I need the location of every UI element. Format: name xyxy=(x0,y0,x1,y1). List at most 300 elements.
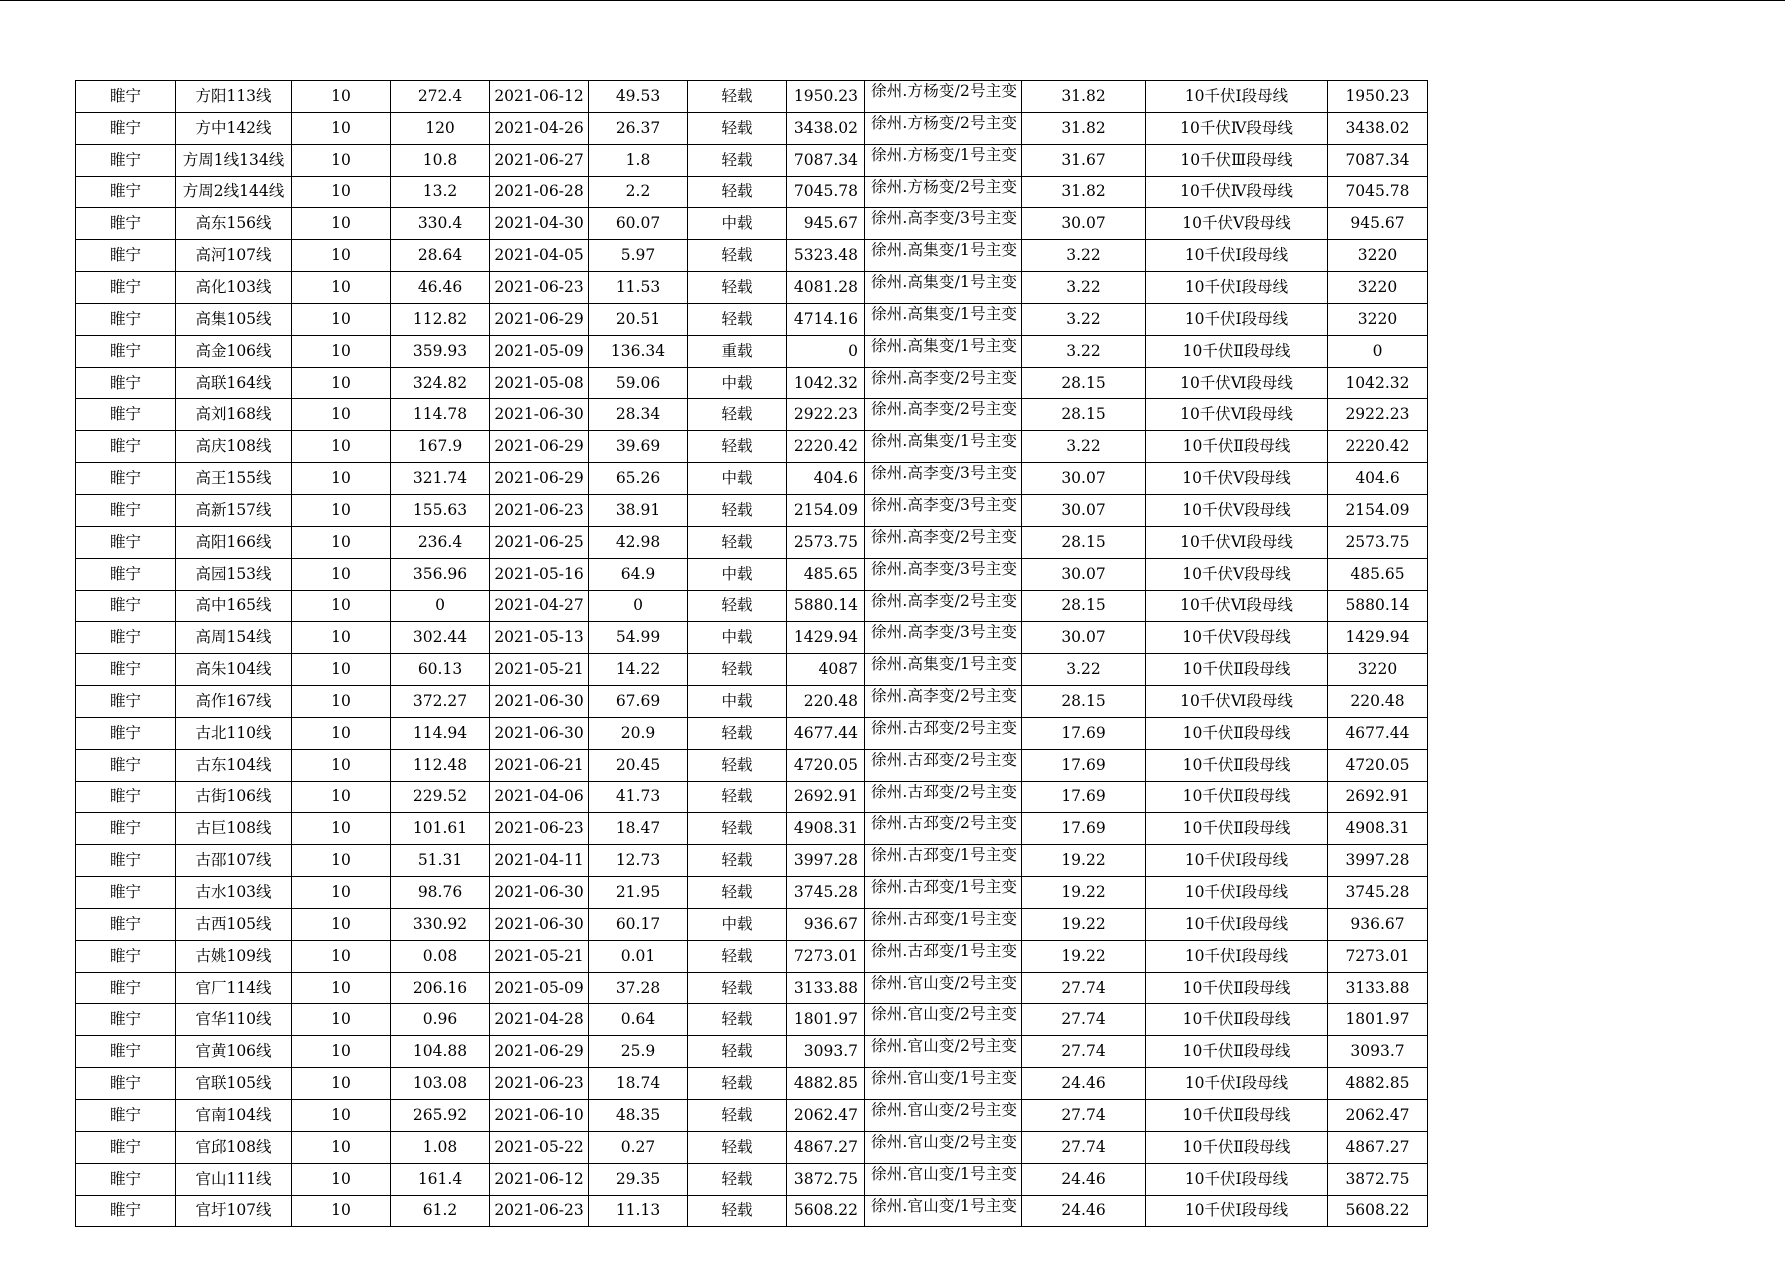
date-cell: 2021-06-30 xyxy=(490,908,589,940)
county-cell: 睢宁 xyxy=(76,272,176,304)
current-cell: 28.64 xyxy=(391,240,490,272)
transformer-rate-cell: 3.22 xyxy=(1022,431,1146,463)
available-cell: 7087.34 xyxy=(1328,144,1428,176)
top-border-line xyxy=(0,0,1785,1)
busbar-cell: 10千伏Ⅳ段母线 xyxy=(1146,176,1328,208)
table-row xyxy=(76,176,1428,208)
load-status-cell: 轻载 xyxy=(688,781,787,813)
table-row xyxy=(76,1195,1428,1227)
line-name-cell: 方中142线 xyxy=(176,112,292,144)
substation-cell: 徐州.官山变/1号主变 xyxy=(865,1068,1022,1100)
line-name-cell: 官邱108线 xyxy=(176,1131,292,1163)
substation-cell: 徐州.官山变/1号主变 xyxy=(865,1163,1022,1195)
available-cell: 4720.05 xyxy=(1328,749,1428,781)
busbar-cell: 10千伏Ⅲ段母线 xyxy=(1146,144,1328,176)
busbar-cell: 10千伏Ⅵ段母线 xyxy=(1146,367,1328,399)
table-row xyxy=(76,240,1428,272)
capacity-cell: 2922.23 xyxy=(787,399,865,431)
county-cell: 睢宁 xyxy=(76,399,176,431)
capacity-cell: 1950.23 xyxy=(787,81,865,113)
substation-cell: 徐州.高集变/1号主变 xyxy=(865,654,1022,686)
substation-cell: 徐州.高集变/1号主变 xyxy=(865,303,1022,335)
date-cell: 2021-05-21 xyxy=(490,654,589,686)
line-name-cell: 古邵107线 xyxy=(176,845,292,877)
current-cell: 359.93 xyxy=(391,335,490,367)
table-body xyxy=(76,81,1428,1227)
county-cell: 睢宁 xyxy=(76,813,176,845)
date-cell: 2021-05-08 xyxy=(490,367,589,399)
load-rate-cell: 136.34 xyxy=(589,335,688,367)
line-name-cell: 高王155线 xyxy=(176,463,292,495)
table-row xyxy=(76,781,1428,813)
county-cell: 睢宁 xyxy=(76,1036,176,1068)
busbar-cell: 10千伏Ⅱ段母线 xyxy=(1146,749,1328,781)
substation-cell: 徐州.官山变/2号主变 xyxy=(865,1131,1022,1163)
voltage-cell: 10 xyxy=(292,717,391,749)
voltage-cell: 10 xyxy=(292,654,391,686)
load-status-cell: 轻载 xyxy=(688,81,787,113)
current-cell: 236.4 xyxy=(391,526,490,558)
table-row xyxy=(76,272,1428,304)
table-row xyxy=(76,1036,1428,1068)
county-cell: 睢宁 xyxy=(76,1068,176,1100)
load-rate-cell: 59.06 xyxy=(589,367,688,399)
county-cell: 睢宁 xyxy=(76,558,176,590)
substation-cell: 徐州.官山变/2号主变 xyxy=(865,1100,1022,1132)
voltage-cell: 10 xyxy=(292,463,391,495)
substation-cell: 徐州.官山变/1号主变 xyxy=(865,1195,1022,1227)
transformer-rate-cell: 24.46 xyxy=(1022,1195,1146,1227)
available-cell: 1042.32 xyxy=(1328,367,1428,399)
available-cell: 3220 xyxy=(1328,303,1428,335)
transformer-rate-cell: 31.67 xyxy=(1022,144,1146,176)
voltage-cell: 10 xyxy=(292,431,391,463)
substation-cell: 徐州.高集变/1号主变 xyxy=(865,272,1022,304)
date-cell: 2021-06-12 xyxy=(490,1163,589,1195)
voltage-cell: 10 xyxy=(292,144,391,176)
date-cell: 2021-04-11 xyxy=(490,845,589,877)
transformer-rate-cell: 31.82 xyxy=(1022,112,1146,144)
load-status-cell: 中载 xyxy=(688,367,787,399)
transformer-rate-cell: 30.07 xyxy=(1022,208,1146,240)
load-status-cell: 轻载 xyxy=(688,590,787,622)
transformer-rate-cell: 17.69 xyxy=(1022,717,1146,749)
table-row xyxy=(76,208,1428,240)
substation-cell: 徐州.高李变/2号主变 xyxy=(865,590,1022,622)
table-row xyxy=(76,558,1428,590)
capacity-cell: 1429.94 xyxy=(787,622,865,654)
county-cell: 睢宁 xyxy=(76,654,176,686)
transformer-rate-cell: 28.15 xyxy=(1022,399,1146,431)
county-cell: 睢宁 xyxy=(76,877,176,909)
county-cell: 睢宁 xyxy=(76,431,176,463)
load-status-cell: 重载 xyxy=(688,335,787,367)
busbar-cell: 10千伏Ⅴ段母线 xyxy=(1146,208,1328,240)
table-row xyxy=(76,877,1428,909)
available-cell: 3997.28 xyxy=(1328,845,1428,877)
load-rate-cell: 48.35 xyxy=(589,1100,688,1132)
voltage-cell: 10 xyxy=(292,335,391,367)
available-cell: 4867.27 xyxy=(1328,1131,1428,1163)
load-status-cell: 轻载 xyxy=(688,526,787,558)
busbar-cell: 10千伏Ⅴ段母线 xyxy=(1146,622,1328,654)
current-cell: 302.44 xyxy=(391,622,490,654)
load-rate-cell: 41.73 xyxy=(589,781,688,813)
substation-cell: 徐州.方杨变/1号主变 xyxy=(865,144,1022,176)
voltage-cell: 10 xyxy=(292,813,391,845)
date-cell: 2021-06-30 xyxy=(490,399,589,431)
transformer-rate-cell: 28.15 xyxy=(1022,590,1146,622)
available-cell: 1429.94 xyxy=(1328,622,1428,654)
current-cell: 112.82 xyxy=(391,303,490,335)
substation-cell: 徐州.方杨变/2号主变 xyxy=(865,112,1022,144)
transformer-rate-cell: 28.15 xyxy=(1022,367,1146,399)
line-name-cell: 高金106线 xyxy=(176,335,292,367)
busbar-cell: 10千伏Ⅵ段母线 xyxy=(1146,590,1328,622)
load-rate-cell: 38.91 xyxy=(589,494,688,526)
load-rate-cell: 42.98 xyxy=(589,526,688,558)
county-cell: 睢宁 xyxy=(76,526,176,558)
table-row xyxy=(76,463,1428,495)
load-rate-cell: 1.8 xyxy=(589,144,688,176)
load-status-cell: 轻载 xyxy=(688,176,787,208)
load-rate-cell: 11.53 xyxy=(589,272,688,304)
load-rate-cell: 25.9 xyxy=(589,1036,688,1068)
voltage-cell: 10 xyxy=(292,972,391,1004)
transformer-rate-cell: 27.74 xyxy=(1022,1100,1146,1132)
county-cell: 睢宁 xyxy=(76,781,176,813)
load-rate-cell: 20.51 xyxy=(589,303,688,335)
load-status-cell: 轻载 xyxy=(688,1195,787,1227)
current-cell: 167.9 xyxy=(391,431,490,463)
transformer-rate-cell: 30.07 xyxy=(1022,622,1146,654)
current-cell: 0.08 xyxy=(391,940,490,972)
table-row xyxy=(76,845,1428,877)
load-rate-cell: 0 xyxy=(589,590,688,622)
line-name-cell: 高新157线 xyxy=(176,494,292,526)
capacity-cell: 485.65 xyxy=(787,558,865,590)
date-cell: 2021-06-30 xyxy=(490,686,589,718)
county-cell: 睢宁 xyxy=(76,749,176,781)
date-cell: 2021-05-09 xyxy=(490,335,589,367)
feeder-load-table xyxy=(75,80,1428,1227)
voltage-cell: 10 xyxy=(292,399,391,431)
busbar-cell: 10千伏Ⅰ段母线 xyxy=(1146,1068,1328,1100)
transformer-rate-cell: 31.82 xyxy=(1022,81,1146,113)
substation-cell: 徐州.高李变/2号主变 xyxy=(865,399,1022,431)
capacity-cell: 7087.34 xyxy=(787,144,865,176)
transformer-rate-cell: 17.69 xyxy=(1022,749,1146,781)
line-name-cell: 官黄106线 xyxy=(176,1036,292,1068)
capacity-cell: 4908.31 xyxy=(787,813,865,845)
capacity-cell: 404.6 xyxy=(787,463,865,495)
busbar-cell: 10千伏Ⅱ段母线 xyxy=(1146,813,1328,845)
capacity-cell: 2062.47 xyxy=(787,1100,865,1132)
substation-cell: 徐州.古邳变/2号主变 xyxy=(865,813,1022,845)
current-cell: 330.92 xyxy=(391,908,490,940)
county-cell: 睢宁 xyxy=(76,494,176,526)
current-cell: 229.52 xyxy=(391,781,490,813)
table-row xyxy=(76,335,1428,367)
table-row xyxy=(76,717,1428,749)
table-row xyxy=(76,908,1428,940)
table-row xyxy=(76,367,1428,399)
current-cell: 60.13 xyxy=(391,654,490,686)
substation-cell: 徐州.官山变/2号主变 xyxy=(865,972,1022,1004)
busbar-cell: 10千伏Ⅱ段母线 xyxy=(1146,717,1328,749)
capacity-cell: 2692.91 xyxy=(787,781,865,813)
county-cell: 睢宁 xyxy=(76,208,176,240)
load-status-cell: 轻载 xyxy=(688,972,787,1004)
available-cell: 485.65 xyxy=(1328,558,1428,590)
substation-cell: 徐州.方杨变/2号主变 xyxy=(865,81,1022,113)
transformer-rate-cell: 31.82 xyxy=(1022,176,1146,208)
load-rate-cell: 21.95 xyxy=(589,877,688,909)
substation-cell: 徐州.高李变/3号主变 xyxy=(865,622,1022,654)
available-cell: 945.67 xyxy=(1328,208,1428,240)
county-cell: 睢宁 xyxy=(76,845,176,877)
load-status-cell: 轻载 xyxy=(688,1163,787,1195)
transformer-rate-cell: 30.07 xyxy=(1022,558,1146,590)
table-row xyxy=(76,1163,1428,1195)
busbar-cell: 10千伏Ⅰ段母线 xyxy=(1146,240,1328,272)
date-cell: 2021-06-29 xyxy=(490,1036,589,1068)
voltage-cell: 10 xyxy=(292,1195,391,1227)
transformer-rate-cell: 30.07 xyxy=(1022,494,1146,526)
load-status-cell: 轻载 xyxy=(688,877,787,909)
line-name-cell: 高园153线 xyxy=(176,558,292,590)
available-cell: 4677.44 xyxy=(1328,717,1428,749)
transformer-rate-cell: 28.15 xyxy=(1022,686,1146,718)
table-row xyxy=(76,940,1428,972)
table-row xyxy=(76,399,1428,431)
substation-cell: 徐州.高集变/1号主变 xyxy=(865,240,1022,272)
capacity-cell: 2573.75 xyxy=(787,526,865,558)
capacity-cell: 7045.78 xyxy=(787,176,865,208)
table-row xyxy=(76,112,1428,144)
table-row xyxy=(76,303,1428,335)
capacity-cell: 945.67 xyxy=(787,208,865,240)
transformer-rate-cell: 19.22 xyxy=(1022,940,1146,972)
voltage-cell: 10 xyxy=(292,526,391,558)
line-name-cell: 官厂114线 xyxy=(176,972,292,1004)
busbar-cell: 10千伏Ⅴ段母线 xyxy=(1146,463,1328,495)
transformer-rate-cell: 24.46 xyxy=(1022,1068,1146,1100)
county-cell: 睢宁 xyxy=(76,686,176,718)
transformer-rate-cell: 3.22 xyxy=(1022,272,1146,304)
table-row xyxy=(76,749,1428,781)
substation-cell: 徐州.古邳变/1号主变 xyxy=(865,940,1022,972)
line-name-cell: 高集105线 xyxy=(176,303,292,335)
current-cell: 324.82 xyxy=(391,367,490,399)
substation-cell: 徐州.古邳变/1号主变 xyxy=(865,877,1022,909)
date-cell: 2021-06-30 xyxy=(490,877,589,909)
available-cell: 1950.23 xyxy=(1328,81,1428,113)
transformer-rate-cell: 3.22 xyxy=(1022,240,1146,272)
line-name-cell: 古姚109线 xyxy=(176,940,292,972)
load-status-cell: 中载 xyxy=(688,622,787,654)
date-cell: 2021-05-21 xyxy=(490,940,589,972)
capacity-cell: 5880.14 xyxy=(787,590,865,622)
line-name-cell: 古巨108线 xyxy=(176,813,292,845)
line-name-cell: 官联105线 xyxy=(176,1068,292,1100)
capacity-cell: 4882.85 xyxy=(787,1068,865,1100)
load-status-cell: 中载 xyxy=(688,208,787,240)
date-cell: 2021-04-26 xyxy=(490,112,589,144)
load-status-cell: 中载 xyxy=(688,463,787,495)
county-cell: 睢宁 xyxy=(76,463,176,495)
capacity-cell: 3438.02 xyxy=(787,112,865,144)
capacity-cell: 0 xyxy=(787,335,865,367)
voltage-cell: 10 xyxy=(292,781,391,813)
date-cell: 2021-06-29 xyxy=(490,303,589,335)
available-cell: 5880.14 xyxy=(1328,590,1428,622)
current-cell: 46.46 xyxy=(391,272,490,304)
date-cell: 2021-06-23 xyxy=(490,813,589,845)
load-status-cell: 轻载 xyxy=(688,112,787,144)
substation-cell: 徐州.高李变/3号主变 xyxy=(865,558,1022,590)
load-rate-cell: 29.35 xyxy=(589,1163,688,1195)
busbar-cell: 10千伏Ⅰ段母线 xyxy=(1146,272,1328,304)
load-rate-cell: 60.17 xyxy=(589,908,688,940)
capacity-cell: 4087 xyxy=(787,654,865,686)
current-cell: 114.94 xyxy=(391,717,490,749)
substation-cell: 徐州.古邳变/2号主变 xyxy=(865,749,1022,781)
load-rate-cell: 0.01 xyxy=(589,940,688,972)
load-rate-cell: 49.53 xyxy=(589,81,688,113)
current-cell: 114.78 xyxy=(391,399,490,431)
date-cell: 2021-06-21 xyxy=(490,749,589,781)
current-cell: 330.4 xyxy=(391,208,490,240)
voltage-cell: 10 xyxy=(292,208,391,240)
county-cell: 睢宁 xyxy=(76,1195,176,1227)
date-cell: 2021-06-10 xyxy=(490,1100,589,1132)
busbar-cell: 10千伏Ⅱ段母线 xyxy=(1146,431,1328,463)
line-name-cell: 高刘168线 xyxy=(176,399,292,431)
busbar-cell: 10千伏Ⅱ段母线 xyxy=(1146,654,1328,686)
current-cell: 13.2 xyxy=(391,176,490,208)
available-cell: 7273.01 xyxy=(1328,940,1428,972)
available-cell: 3872.75 xyxy=(1328,1163,1428,1195)
county-cell: 睢宁 xyxy=(76,908,176,940)
load-status-cell: 轻载 xyxy=(688,399,787,431)
table-row xyxy=(76,654,1428,686)
substation-cell: 徐州.高李变/2号主变 xyxy=(865,686,1022,718)
voltage-cell: 10 xyxy=(292,1100,391,1132)
date-cell: 2021-05-22 xyxy=(490,1131,589,1163)
voltage-cell: 10 xyxy=(292,749,391,781)
table-row xyxy=(76,1068,1428,1100)
current-cell: 104.88 xyxy=(391,1036,490,1068)
substation-cell: 徐州.古邳变/2号主变 xyxy=(865,781,1022,813)
load-status-cell: 轻载 xyxy=(688,1068,787,1100)
transformer-rate-cell: 27.74 xyxy=(1022,1036,1146,1068)
capacity-cell: 2154.09 xyxy=(787,494,865,526)
available-cell: 3093.7 xyxy=(1328,1036,1428,1068)
transformer-rate-cell: 30.07 xyxy=(1022,463,1146,495)
date-cell: 2021-04-05 xyxy=(490,240,589,272)
voltage-cell: 10 xyxy=(292,558,391,590)
load-rate-cell: 20.45 xyxy=(589,749,688,781)
line-name-cell: 高中165线 xyxy=(176,590,292,622)
current-cell: 206.16 xyxy=(391,972,490,1004)
capacity-cell: 4720.05 xyxy=(787,749,865,781)
voltage-cell: 10 xyxy=(292,303,391,335)
available-cell: 4882.85 xyxy=(1328,1068,1428,1100)
current-cell: 356.96 xyxy=(391,558,490,590)
county-cell: 睢宁 xyxy=(76,1131,176,1163)
load-rate-cell: 2.2 xyxy=(589,176,688,208)
available-cell: 1801.97 xyxy=(1328,1004,1428,1036)
current-cell: 155.63 xyxy=(391,494,490,526)
load-rate-cell: 18.74 xyxy=(589,1068,688,1100)
capacity-cell: 4867.27 xyxy=(787,1131,865,1163)
current-cell: 161.4 xyxy=(391,1163,490,1195)
substation-cell: 徐州.高李变/3号主变 xyxy=(865,463,1022,495)
transformer-rate-cell: 3.22 xyxy=(1022,303,1146,335)
busbar-cell: 10千伏Ⅱ段母线 xyxy=(1146,1036,1328,1068)
voltage-cell: 10 xyxy=(292,877,391,909)
table-row xyxy=(76,144,1428,176)
load-rate-cell: 11.13 xyxy=(589,1195,688,1227)
voltage-cell: 10 xyxy=(292,112,391,144)
current-cell: 103.08 xyxy=(391,1068,490,1100)
load-status-cell: 轻载 xyxy=(688,240,787,272)
date-cell: 2021-06-27 xyxy=(490,144,589,176)
voltage-cell: 10 xyxy=(292,367,391,399)
load-status-cell: 轻载 xyxy=(688,749,787,781)
busbar-cell: 10千伏Ⅵ段母线 xyxy=(1146,399,1328,431)
date-cell: 2021-06-29 xyxy=(490,463,589,495)
load-rate-cell: 0.27 xyxy=(589,1131,688,1163)
load-status-cell: 轻载 xyxy=(688,1100,787,1132)
date-cell: 2021-04-28 xyxy=(490,1004,589,1036)
table-row xyxy=(76,81,1428,113)
date-cell: 2021-06-23 xyxy=(490,494,589,526)
current-cell: 101.61 xyxy=(391,813,490,845)
line-name-cell: 高作167线 xyxy=(176,686,292,718)
voltage-cell: 10 xyxy=(292,940,391,972)
current-cell: 61.2 xyxy=(391,1195,490,1227)
load-rate-cell: 65.26 xyxy=(589,463,688,495)
county-cell: 睢宁 xyxy=(76,144,176,176)
substation-cell: 徐州.古邳变/1号主变 xyxy=(865,845,1022,877)
current-cell: 265.92 xyxy=(391,1100,490,1132)
substation-cell: 徐州.官山变/2号主变 xyxy=(865,1004,1022,1036)
date-cell: 2021-06-23 xyxy=(490,1195,589,1227)
line-name-cell: 古西105线 xyxy=(176,908,292,940)
line-name-cell: 古街106线 xyxy=(176,781,292,813)
substation-cell: 徐州.高李变/3号主变 xyxy=(865,494,1022,526)
table-row xyxy=(76,972,1428,1004)
substation-cell: 徐州.古邳变/1号主变 xyxy=(865,908,1022,940)
capacity-cell: 4677.44 xyxy=(787,717,865,749)
current-cell: 1.08 xyxy=(391,1131,490,1163)
load-status-cell: 轻载 xyxy=(688,1131,787,1163)
available-cell: 3745.28 xyxy=(1328,877,1428,909)
table-row xyxy=(76,686,1428,718)
transformer-rate-cell: 3.22 xyxy=(1022,335,1146,367)
current-cell: 321.74 xyxy=(391,463,490,495)
busbar-cell: 10千伏Ⅰ段母线 xyxy=(1146,877,1328,909)
date-cell: 2021-04-30 xyxy=(490,208,589,240)
date-cell: 2021-06-29 xyxy=(490,431,589,463)
available-cell: 3220 xyxy=(1328,240,1428,272)
load-status-cell: 中载 xyxy=(688,686,787,718)
county-cell: 睢宁 xyxy=(76,590,176,622)
busbar-cell: 10千伏Ⅳ段母线 xyxy=(1146,112,1328,144)
table-row xyxy=(76,622,1428,654)
